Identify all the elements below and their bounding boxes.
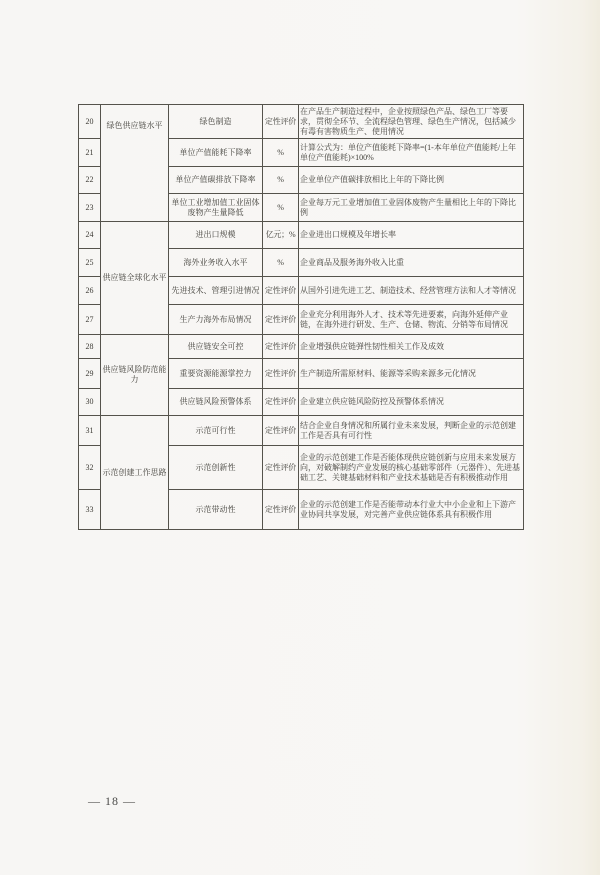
- unit-cell: 定性评价: [263, 277, 299, 305]
- unit-cell: 定性评价: [263, 305, 299, 335]
- description-cell: 生产制造所需原材料、能源等采购来源多元化情况: [299, 359, 524, 389]
- indicator-cell: 单位产值碳排放下降率: [169, 167, 263, 194]
- table-row: [79, 105, 524, 139]
- description-cell: 企业每万元工业增加值工业固体废物产生量相比上年的下降比例: [299, 194, 524, 222]
- unit-cell: 定性评价: [263, 389, 299, 416]
- description-cell: 企业建立供应链风险防控及预警体系情况: [299, 389, 524, 416]
- row-number-cell: 33: [79, 490, 101, 530]
- category-cell: 绿色供应链水平: [101, 105, 169, 222]
- unit-cell: 定性评价: [263, 416, 299, 446]
- indicator-cell: 海外业务收入水平: [169, 249, 263, 277]
- indicator-cell: 示范带动性: [169, 490, 263, 530]
- unit-cell: 定性评价: [263, 335, 299, 359]
- description-cell: 企业商品及服务海外收入比重: [299, 249, 524, 277]
- description-cell: 企业单位产值碳排放相比上年的下降比例: [299, 167, 524, 194]
- indicator-cell: 重要资源能源掌控力: [169, 359, 263, 389]
- description-cell: 从国外引进先进工艺、制造技术、经营管理方法和人才等情况: [299, 277, 524, 305]
- indicator-cell: 绿色制造: [169, 105, 263, 139]
- unit-cell: 定性评价: [263, 105, 299, 139]
- row-number-cell: 32: [79, 446, 101, 490]
- indicator-cell: 生产力海外布局情况: [169, 305, 263, 335]
- unit-cell: %: [263, 139, 299, 167]
- table-row: [79, 222, 524, 249]
- unit-cell: %: [263, 249, 299, 277]
- row-number-cell: 25: [79, 249, 101, 277]
- row-number-cell: 27: [79, 305, 101, 335]
- description-cell: 企业的示范创建工作是否能带动本行业大中小企业和上下游产业协同共享发展，对完善产业供应链体系具有积极作用: [299, 490, 524, 530]
- unit-cell: 定性评价: [263, 359, 299, 389]
- description-cell: 企业增强供应链弹性韧性相关工作及成效: [299, 335, 524, 359]
- indicator-cell: 示范可行性: [169, 416, 263, 446]
- row-number-cell: 22: [79, 167, 101, 194]
- indicator-cell: 单位工业增加值工业固体废物产生量降低: [169, 194, 263, 222]
- row-number-cell: 21: [79, 139, 101, 167]
- row-number-cell: 24: [79, 222, 101, 249]
- row-number-cell: 30: [79, 389, 101, 416]
- unit-cell: %: [263, 194, 299, 222]
- unit-cell: %: [263, 167, 299, 194]
- page-number: — 18 —: [88, 794, 136, 808]
- table-row: [79, 416, 524, 446]
- description-cell: 计算公式为：单位产值能耗下降率=(1-本年单位产值能耗/上年单位产值能耗)×100%: [299, 139, 524, 167]
- table-row: [79, 335, 524, 359]
- row-number-cell: 23: [79, 194, 101, 222]
- description-cell: 企业进出口规模及年增长率: [299, 222, 524, 249]
- category-cell: 示范创建工作思路: [101, 416, 169, 530]
- indicator-cell: 单位产值能耗下降率: [169, 139, 263, 167]
- row-number-cell: 26: [79, 277, 101, 305]
- category-cell: 供应链全球化水平: [101, 222, 169, 335]
- indicator-cell: 供应链安全可控: [169, 335, 263, 359]
- row-number-cell: 20: [79, 105, 101, 139]
- description-cell: 企业的示范创建工作是否能体现供应链创新与应用未来发展方向，对破解制约产业发展的核心基础零部件（元器件）、先进基础工艺、关键基础材料和产业技术基础是否有积极推动作用: [299, 446, 524, 490]
- description-cell: 在产品生产制造过程中，企业按照绿色产品、绿色工厂等要求，贯彻全环节、全流程绿色管理、绿色生产情况，包括减少有毒有害物质生产、使用情况: [299, 105, 524, 139]
- unit-cell: 亿元；%: [263, 222, 299, 249]
- description-cell: 企业充分利用海外人才、技术等先进要素，向海外延伸产业链，在海外进行研发、生产、仓储、物流、分销等布局情况: [299, 305, 524, 335]
- indicator-cell: 先进技术、管理引进情况: [169, 277, 263, 305]
- indicator-cell: 示范创新性: [169, 446, 263, 490]
- category-cell: 供应链风险防范能力: [101, 335, 169, 416]
- description-cell: 结合企业自身情况和所属行业未来发展，判断企业的示范创建工作是否具有可行性: [299, 416, 524, 446]
- indicator-table: [78, 104, 524, 530]
- unit-cell: 定性评价: [263, 446, 299, 490]
- row-number-cell: 31: [79, 416, 101, 446]
- unit-cell: 定性评价: [263, 490, 299, 530]
- indicator-cell: 进出口规模: [169, 222, 263, 249]
- row-number-cell: 28: [79, 335, 101, 359]
- indicator-cell: 供应链风险预警体系: [169, 389, 263, 416]
- row-number-cell: 29: [79, 359, 101, 389]
